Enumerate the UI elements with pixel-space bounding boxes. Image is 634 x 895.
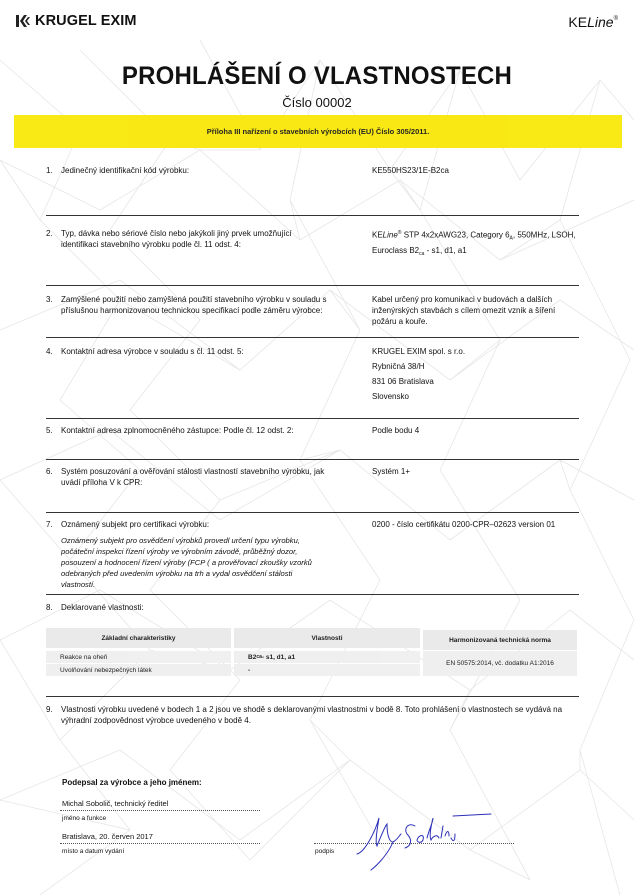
table-cell: Reakce na oheň <box>60 653 108 661</box>
item-label: Kontaktní adresa zplnomocněného zástupce: Podle čl. 12 odst. 2: <box>61 426 294 435</box>
table-header: Vlastnosti <box>234 628 420 648</box>
value-italic: Line <box>382 230 398 240</box>
value-sub: A <box>509 235 513 242</box>
item-number: 7. <box>46 520 53 529</box>
divider <box>46 337 579 338</box>
address-line: Rybničná 38/H <box>372 362 425 371</box>
table-cell <box>234 651 420 663</box>
signer-name: Michal Sobolič, technický ředitel <box>62 799 169 808</box>
brand-mark: ® <box>613 16 618 22</box>
table-cell: Uvolňování nebezpečných látek <box>60 666 152 674</box>
divider <box>46 696 579 697</box>
cell-value: - <box>248 666 251 674</box>
table-header: Základní charakteristiky <box>46 628 231 648</box>
divider <box>46 418 579 419</box>
item-value: Systém 1+ <box>372 467 411 476</box>
handwritten-signature-icon <box>355 812 495 874</box>
address-line: KRUGEL EXIM spol. s r.o. <box>372 347 466 356</box>
item-label: Vlastnosti výrobku uvedené v bodech 1 a 2 jsou ve shodě s deklarovanými vlastnostmi v bodě 8. Toto prohlášení o vlastnostech se vydává na výhradní zodpovědnost výrobce uvedeného v bodě 4. <box>61 705 563 725</box>
table-header: Harmonizovaná technická norma <box>423 630 577 650</box>
item-value <box>372 228 578 260</box>
item-number: 9. <box>46 705 53 714</box>
krugel-logo-icon <box>16 15 30 27</box>
brand-italic: Line <box>587 14 614 30</box>
address-line: Slovensko <box>372 392 409 401</box>
item-label: Zamýšlené použití nebo zamýšlená použití stavebního výrobku v souladu s příslušnou harmonizovanou technickou specifikací podle záměru výrobce: <box>61 295 327 315</box>
item-value: KE550HS23/1E-B2ca <box>372 166 449 175</box>
signature-heading: Podepsal za výrobce a jeho jménem: <box>62 778 202 787</box>
divider <box>46 459 579 460</box>
value-mark: ® <box>397 230 402 236</box>
place-caption: místo a datum vydání <box>62 848 125 855</box>
keline-brand <box>568 14 618 30</box>
norm-value: EN 50575:2014, vč. dodatku A1:2016 <box>446 660 554 667</box>
item-note: Oznámený subjekt pro osvědčení výrobků provedl určení typu výrobku, počáteční inspekci řízení výroby ve výrobním závodě, průběžný dozor, posouzení a hodnocení řízení výroby (FCP ( a prověřovací zkoušky vzorků odebraných před uvedením výrobku na trh a vydal osvědčení stálosti vlastností. <box>61 536 312 589</box>
value-part: STP 4x2xAWG23, Category 6 <box>401 230 510 240</box>
item-number: 3. <box>46 295 53 304</box>
banner-text: Příloha III nařízení o stavebních výrobcích (EU) Číslo 305/2011. <box>206 127 430 136</box>
divider <box>46 285 579 286</box>
item-number: 2. <box>46 229 53 238</box>
item-value: Podle bodu 4 <box>372 426 420 435</box>
table-norm-cell <box>423 651 577 676</box>
cell-sub: ca <box>256 654 262 660</box>
company-name: KRUGEL EXIM <box>35 13 137 29</box>
name-caption: jméno a funkce <box>62 815 107 822</box>
brand-prefix: KE <box>568 14 588 30</box>
page-title: PROHLÁŠENÍ O VLASTNOSTECH <box>121 62 513 90</box>
value-prefix: KE <box>372 230 383 240</box>
table-cell <box>234 664 420 676</box>
place-date: Bratislava, 20. červen 2017 <box>62 832 153 841</box>
company-logo <box>16 13 137 29</box>
item-value: 0200 - číslo certifikátu 0200-CPR–02623 version 01 <box>372 520 556 529</box>
divider <box>46 594 579 595</box>
table-row <box>46 664 231 676</box>
regulation-banner <box>14 115 622 148</box>
item-number: 8. <box>46 603 53 612</box>
item-label: Typ, dávka nebo sériové číslo nebo jakýkoli jiný prvek umožňující identifikaci stavebního výrobku podle čl. 11 odst. 4: <box>61 229 292 249</box>
item-label: Deklarované vlastnosti: <box>61 603 144 612</box>
item-number: 1. <box>46 166 53 175</box>
signature-caption: podpis <box>315 848 335 855</box>
item-label: Oznámený subjekt pro certifikaci výrobku: <box>61 520 210 529</box>
value-sub: ca <box>419 250 425 257</box>
divider <box>46 215 579 216</box>
item-value: Kabel určený pro komunikaci v budovách a dalších inženýrských stavbách s cílem omezit vznik a šíření požáru a kouře. <box>372 295 556 326</box>
cell-value: - s1, d1, a1 <box>261 653 296 661</box>
divider <box>46 512 579 513</box>
item-label: Jedinečný identifikační kód výrobku: <box>61 166 190 175</box>
value-part: , 550MHz, LSOH, Euroclass B2 <box>372 230 576 255</box>
cell-value: B2 <box>248 653 257 661</box>
table-row <box>46 651 231 663</box>
item-label: Systém posuzování a ověřování stálosti vlastností stavebního výrobku, jak uvádí příloha V k CPR: <box>61 467 325 487</box>
address-line: 831 06 Bratislava <box>372 377 434 386</box>
document-number: Číslo 00002 <box>282 95 352 110</box>
item-label: Kontaktní adresa výrobce v souladu s čl. 11 odst. 5: <box>61 347 244 356</box>
item-number: 6. <box>46 467 53 476</box>
name-line <box>60 810 260 811</box>
place-line <box>60 843 260 844</box>
value-part: - s1, d1, a1 <box>424 245 467 255</box>
item-label-block <box>61 519 331 590</box>
address-block <box>372 346 578 406</box>
item-number: 5. <box>46 426 53 435</box>
item-number: 4. <box>46 347 53 356</box>
